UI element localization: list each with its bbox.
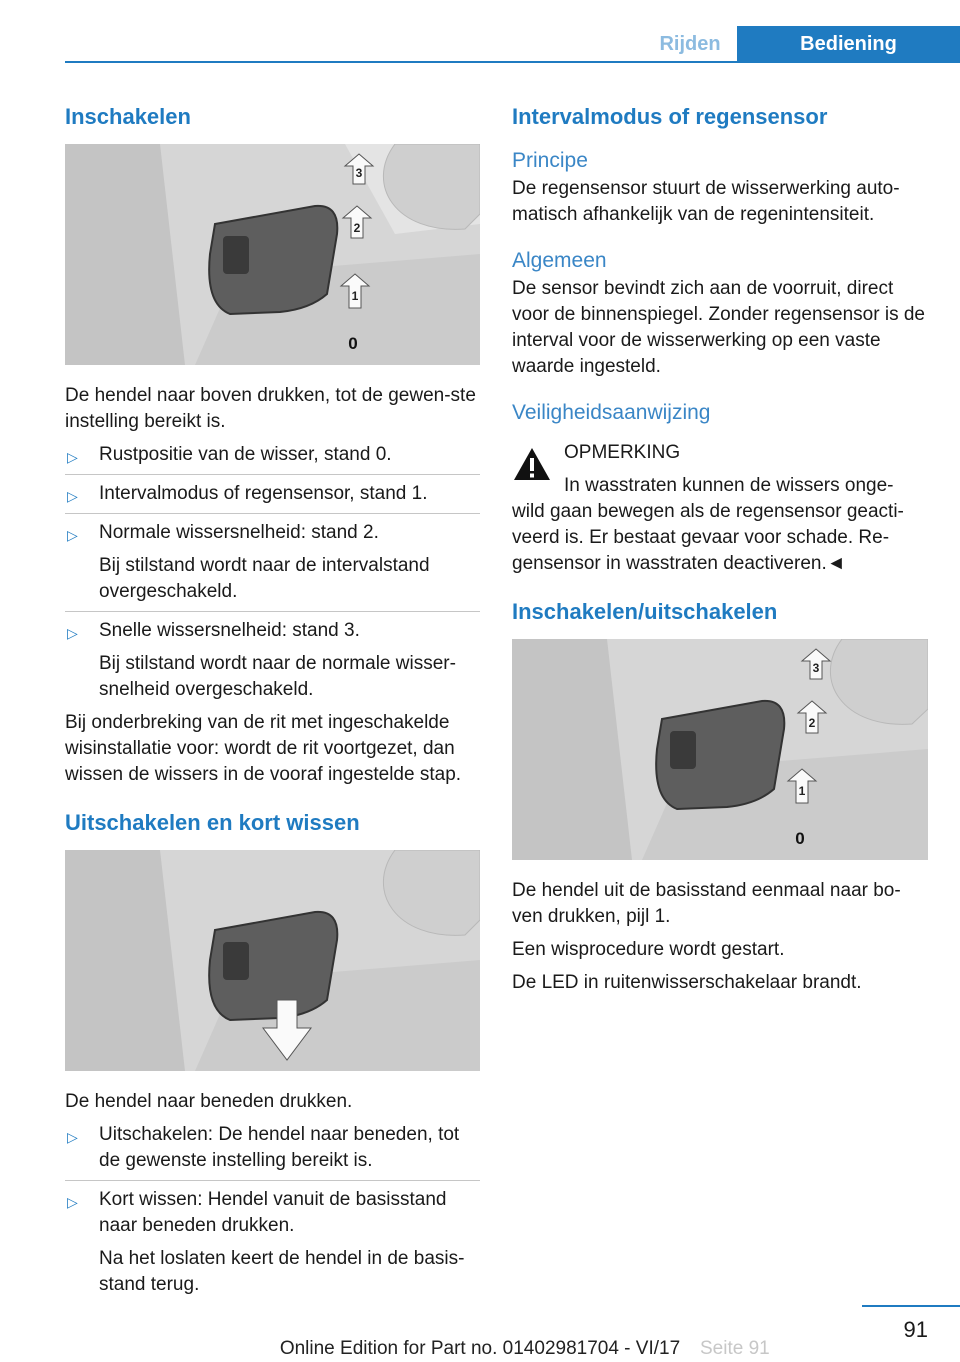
list-item [65,520,480,605]
list-item-text: Kort wissen: Hendel vanuit de basisstand naar beneden drukken. [99,1189,447,1236]
heading-uitschakelen: Uitschakelen en kort wissen [65,810,360,835]
footer-edition: Online Edition for Part no. 01402981704 - VI/17 [279,1338,681,1359]
watermark: Seite 91 [700,1338,770,1359]
right-column [512,100,928,996]
list-item [65,618,480,703]
arrow-label-2: 2 [808,716,816,730]
divider [65,611,480,612]
heading-inschakelen: Inschakelen [65,104,191,129]
subheading-principe: Principe [512,149,588,172]
list-item-text: Intervalmodus of regensensor, stand 1. [99,483,428,504]
triangle-right-icon: ▷ [67,527,78,543]
header-rule [65,61,960,63]
subheading-veiligheidsaanwijzing: Veiligheidsaanwijzing [512,401,711,424]
paragraph-algemeen: De sensor bevindt zich aan de voorruit, direct voor de binnenspiegel. Zonder regensensor is de interval voor de wisserwerking op een vaste waarde ingesteld. [512,278,925,377]
divider [65,1180,480,1181]
page-number: 91 [903,1317,928,1342]
figure-wiper-stalk-up-right [512,639,928,860]
list-item [65,1122,480,1174]
paragraph-principe: De regensensor stuurt de wisserwerking auto-matisch afhankelijk van de regenintensiteit. [512,178,900,225]
list-stand-positions [65,442,480,703]
list-uitschakelen [65,1122,480,1298]
list-item [65,442,480,468]
list-item-text: Snelle wissersnelheid: stand 3. [99,620,360,641]
arrow-label-3: 3 [812,661,820,675]
divider [65,474,480,475]
header-tab-bediening[interactable]: Bediening [737,26,960,62]
arrow-label-3: 3 [355,166,363,180]
list-item-subtext: Na het loslaten keert de hendel in de basis-stand terug. [99,1248,465,1295]
warning-triangle-icon [512,446,552,482]
position-label-0: 0 [795,829,805,848]
triangle-right-icon: ▷ [67,488,78,504]
figure-wiper-stalk-down [65,850,480,1071]
list-item [65,481,480,507]
paragraph-inschakelen: De hendel naar boven drukken, tot de gewen-ste instelling bereikt is. [65,385,476,432]
warning-text: wild gaan bewegen als de regensensor geacti-veerd is. Er bestaat gevaar voor schade. Re-gensensor in wasstraten deactiveren.◄ [512,501,904,574]
list-item [65,1187,480,1298]
triangle-right-icon: ▷ [67,625,78,641]
warning-note [512,440,928,577]
arrow-label-2: 2 [353,221,361,235]
paragraph-onderbreking: Bij onderbreking van de rit met ingeschakelde wisinstallatie voor: wordt de rit voortgezet, dan wissen de wissers in de vooraf ingestelde stap. [65,712,462,785]
heading-inschakelen-uitschakelen: Inschakelen/uitschakelen [512,599,778,624]
paragraph-led: De LED in ruitenwisserschakelaar brandt. [512,972,862,993]
list-item-text: Normale wissersnelheid: stand 2. [99,522,379,543]
list-item-subtext: Bij stilstand wordt naar de normale wisser-snelheid overgeschakeld. [99,653,456,700]
list-item-subtext: Bij stilstand wordt naar de intervalstand overgeschakeld. [99,555,430,602]
list-item-text: Uitschakelen: De hendel naar beneden, tot de gewenste instelling bereikt is. [99,1124,460,1171]
triangle-right-icon: ▷ [67,449,78,465]
warning-title: OPMERKING [564,442,681,463]
paragraph-basisstand: De hendel uit de basisstand eenmaal naar bo-ven drukken, pijl 1. [512,880,901,927]
warning-line1: In wasstraten kunnen de wissers onge- [564,475,894,496]
header-tab-rijden[interactable]: Rijden [659,33,721,55]
subheading-algemeen: Algemeen [512,249,607,272]
paragraph-wisprocedure: Een wisprocedure wordt gestart. [512,939,785,960]
arrow-label-1: 1 [798,784,806,798]
arrow-label-1: 1 [351,289,359,303]
footer-rule [862,1305,960,1307]
heading-intervalmodus: Intervalmodus of regensensor [512,104,828,129]
figure-wiper-stalk-up [65,144,480,365]
position-label-0: 0 [348,334,358,353]
paragraph-uitschakelen: De hendel naar beneden drukken. [65,1091,353,1112]
triangle-right-icon: ▷ [67,1129,78,1145]
left-column [65,100,480,1298]
divider [65,513,480,514]
list-item-text: Rustpositie van de wisser, stand 0. [99,444,392,465]
triangle-right-icon: ▷ [67,1194,78,1210]
